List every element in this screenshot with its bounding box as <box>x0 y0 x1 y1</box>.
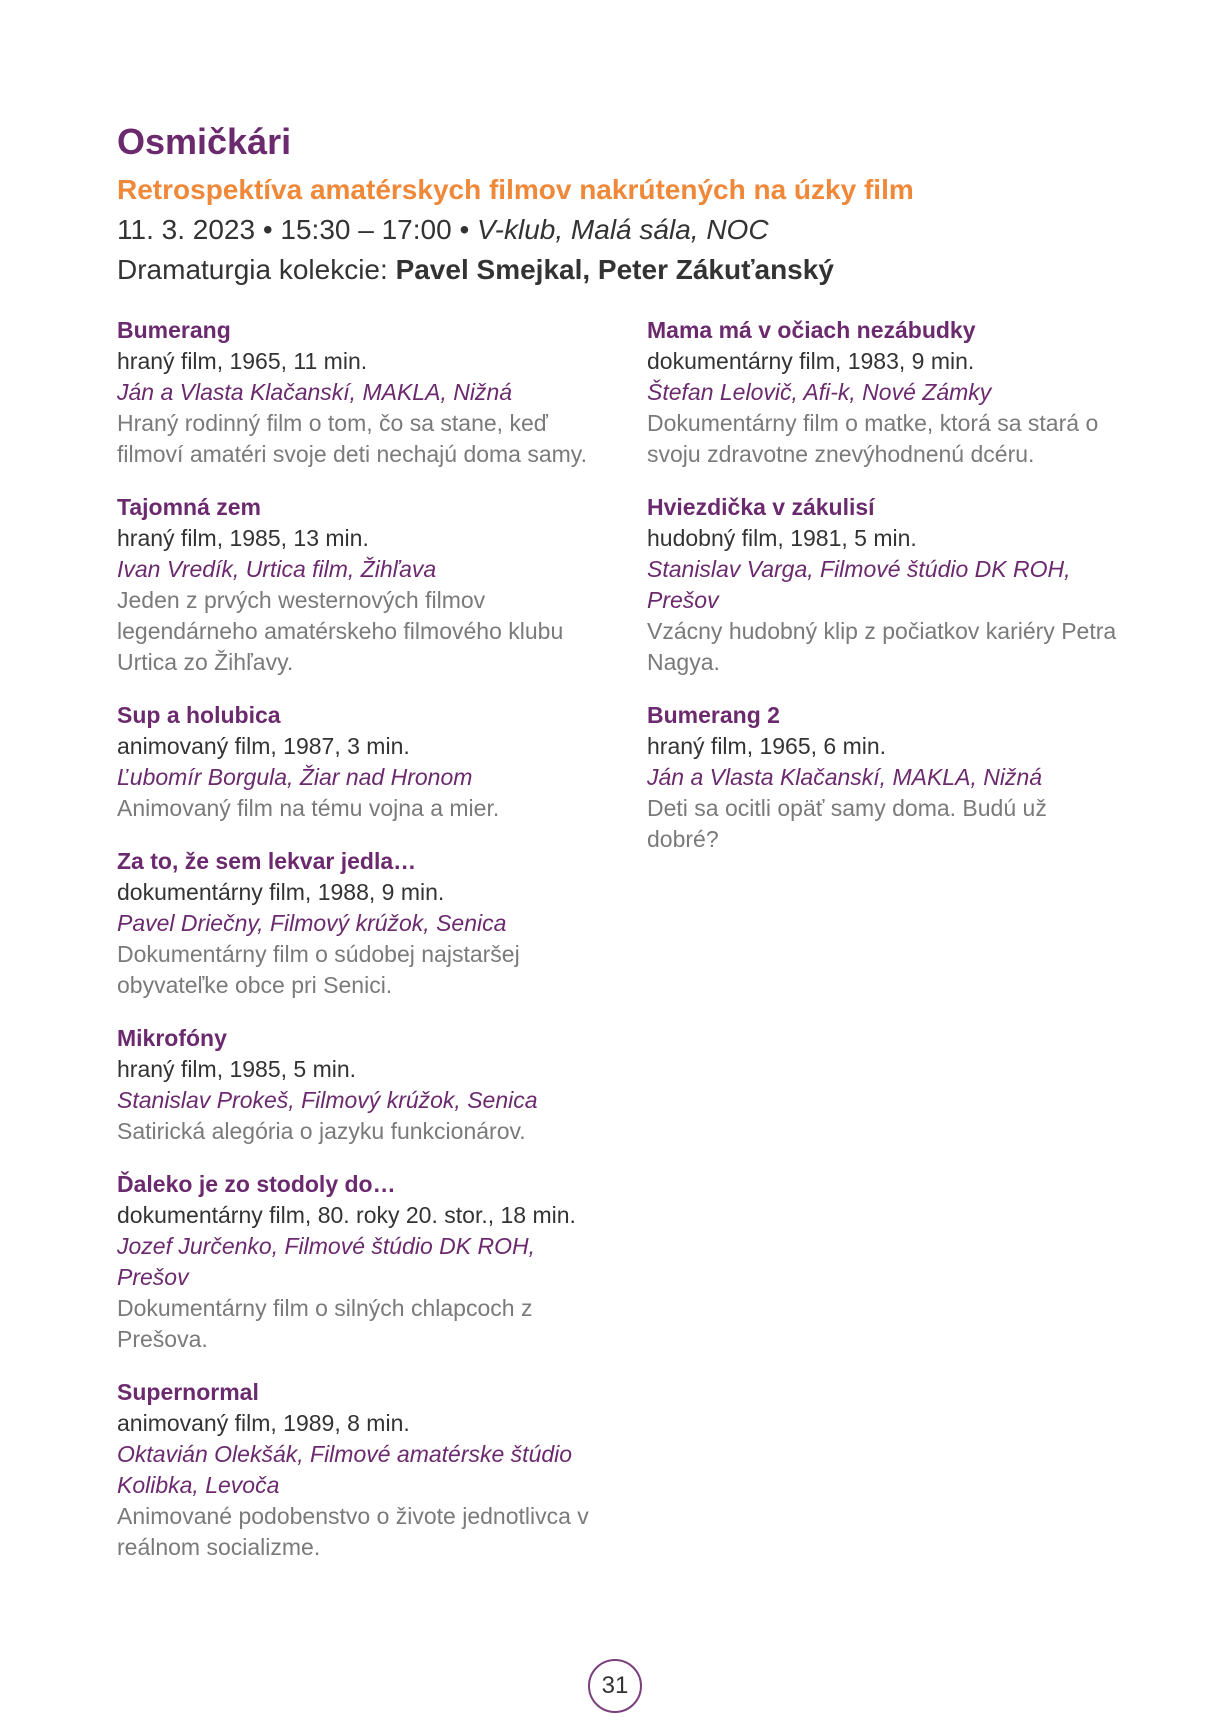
page-number: 31 <box>588 1659 642 1713</box>
film-entry <box>117 1023 597 1147</box>
film-meta: dokumentárny film, 1983, 9 min. <box>647 348 975 374</box>
film-entry <box>117 700 597 824</box>
curation-label: Dramaturgia kolekcie: <box>117 254 396 285</box>
film-desc: Dokumentárny film o súdobej najstaršej obyvateľke obce pri Senici. <box>117 941 520 998</box>
film-meta: hudobný film, 1981, 5 min. <box>647 525 917 551</box>
film-authors: Pavel Driečny, Filmový krúžok, Senica <box>117 910 507 936</box>
film-meta: hraný film, 1985, 13 min. <box>117 525 369 551</box>
film-title: Za to, že sem lekvar jedla… <box>117 848 417 874</box>
film-desc: Deti sa ocitli opäť samy doma. Budú už dobré? <box>647 795 1047 852</box>
film-meta: hraný film, 1985, 5 min. <box>117 1056 357 1082</box>
page-subtitle: Retrospektíva amatérskych filmov nakrútených na úzky film <box>117 174 914 205</box>
film-title: Mikrofóny <box>117 1025 227 1051</box>
page-title: Osmičkári <box>117 121 292 162</box>
film-authors: Jozef Jurčenko, Filmové štúdio DK ROH, Prešov <box>117 1233 535 1290</box>
film-entry <box>647 315 1117 470</box>
film-desc: Animované podobenstvo o živote jednotlivca v reálnom socializme. <box>117 1503 589 1560</box>
film-meta: animovaný film, 1989, 8 min. <box>117 1410 410 1436</box>
film-entry <box>117 1169 597 1355</box>
film-desc: Vzácny hudobný klip z počiatkov kariéry Petra Nagya. <box>647 618 1117 675</box>
film-desc: Animovaný film na tému vojna a mier. <box>117 795 500 821</box>
film-meta: dokumentárny film, 1988, 9 min. <box>117 879 445 905</box>
film-desc: Hraný rodinný film o tom, čo sa stane, keď filmoví amatéri svoje deti nechajú doma samy. <box>117 410 587 467</box>
film-title: Bumerang <box>117 317 231 343</box>
film-authors: Oktavián Olekšák, Filmové amatérske štúdio Kolibka, Levoča <box>117 1441 573 1498</box>
film-authors: Ján a Vlasta Klačanskí, MAKLA, Nižná <box>117 379 513 405</box>
film-authors: Štefan Lelovič, Afi-k, Nové Zámky <box>647 379 992 405</box>
film-authors: Stanislav Prokeš, Filmový krúžok, Senica <box>117 1087 538 1113</box>
film-title: Bumerang 2 <box>647 702 780 728</box>
film-title: Ďaleko je zo stodoly do… <box>117 1171 396 1197</box>
film-desc: Dokumentárny film o silných chlapcoch z Prešova. <box>117 1295 533 1352</box>
film-entry <box>117 492 597 678</box>
film-desc: Satirická alegória o jazyku funkcionárov. <box>117 1118 526 1144</box>
film-title: Mama má v očiach nezábudky <box>647 317 976 343</box>
film-title: Hviezdička v zákulisí <box>647 494 875 520</box>
film-meta: dokumentárny film, 80. roky 20. stor., 18 min. <box>117 1202 576 1228</box>
film-desc: Jeden z prvých westernových filmov legendárneho amatérskeho filmového klubu Urtica zo Žihľavy. <box>117 587 564 675</box>
film-entry <box>117 315 597 470</box>
film-entry <box>117 846 597 1001</box>
curators: Pavel Smejkal, Peter Zákuťanský <box>395 254 834 285</box>
film-list-right <box>647 315 1117 877</box>
event-date-time: 11. 3. 2023 • 15:30 – 17:00 • <box>117 214 478 245</box>
event-venue: V-klub, Malá sála, NOC <box>477 214 769 245</box>
film-entry <box>647 492 1117 678</box>
film-list-left <box>117 315 597 1585</box>
film-authors: Stanislav Varga, Filmové štúdio DK ROH, Prešov <box>647 556 1071 613</box>
film-meta: hraný film, 1965, 6 min. <box>647 733 887 759</box>
event-info <box>117 210 1117 250</box>
page-header <box>117 120 1117 290</box>
film-entry <box>117 1377 597 1563</box>
film-desc: Dokumentárny film o matke, ktorá sa stará o svoju zdravotne znevýhodnenú dcéru. <box>647 410 1099 467</box>
film-authors: Ján a Vlasta Klačanskí, MAKLA, Nižná <box>647 764 1043 790</box>
film-meta: animovaný film, 1987, 3 min. <box>117 733 410 759</box>
film-title: Tajomná zem <box>117 494 261 520</box>
film-authors: Ivan Vredík, Urtica film, Žihľava <box>117 556 437 582</box>
film-title: Sup a holubica <box>117 702 281 728</box>
film-authors: Ľubomír Borgula, Žiar nad Hronom <box>117 764 473 790</box>
film-meta: hraný film, 1965, 11 min. <box>117 348 368 374</box>
curation-info <box>117 250 1117 290</box>
film-entry <box>647 700 1117 855</box>
film-title: Supernormal <box>117 1379 259 1405</box>
